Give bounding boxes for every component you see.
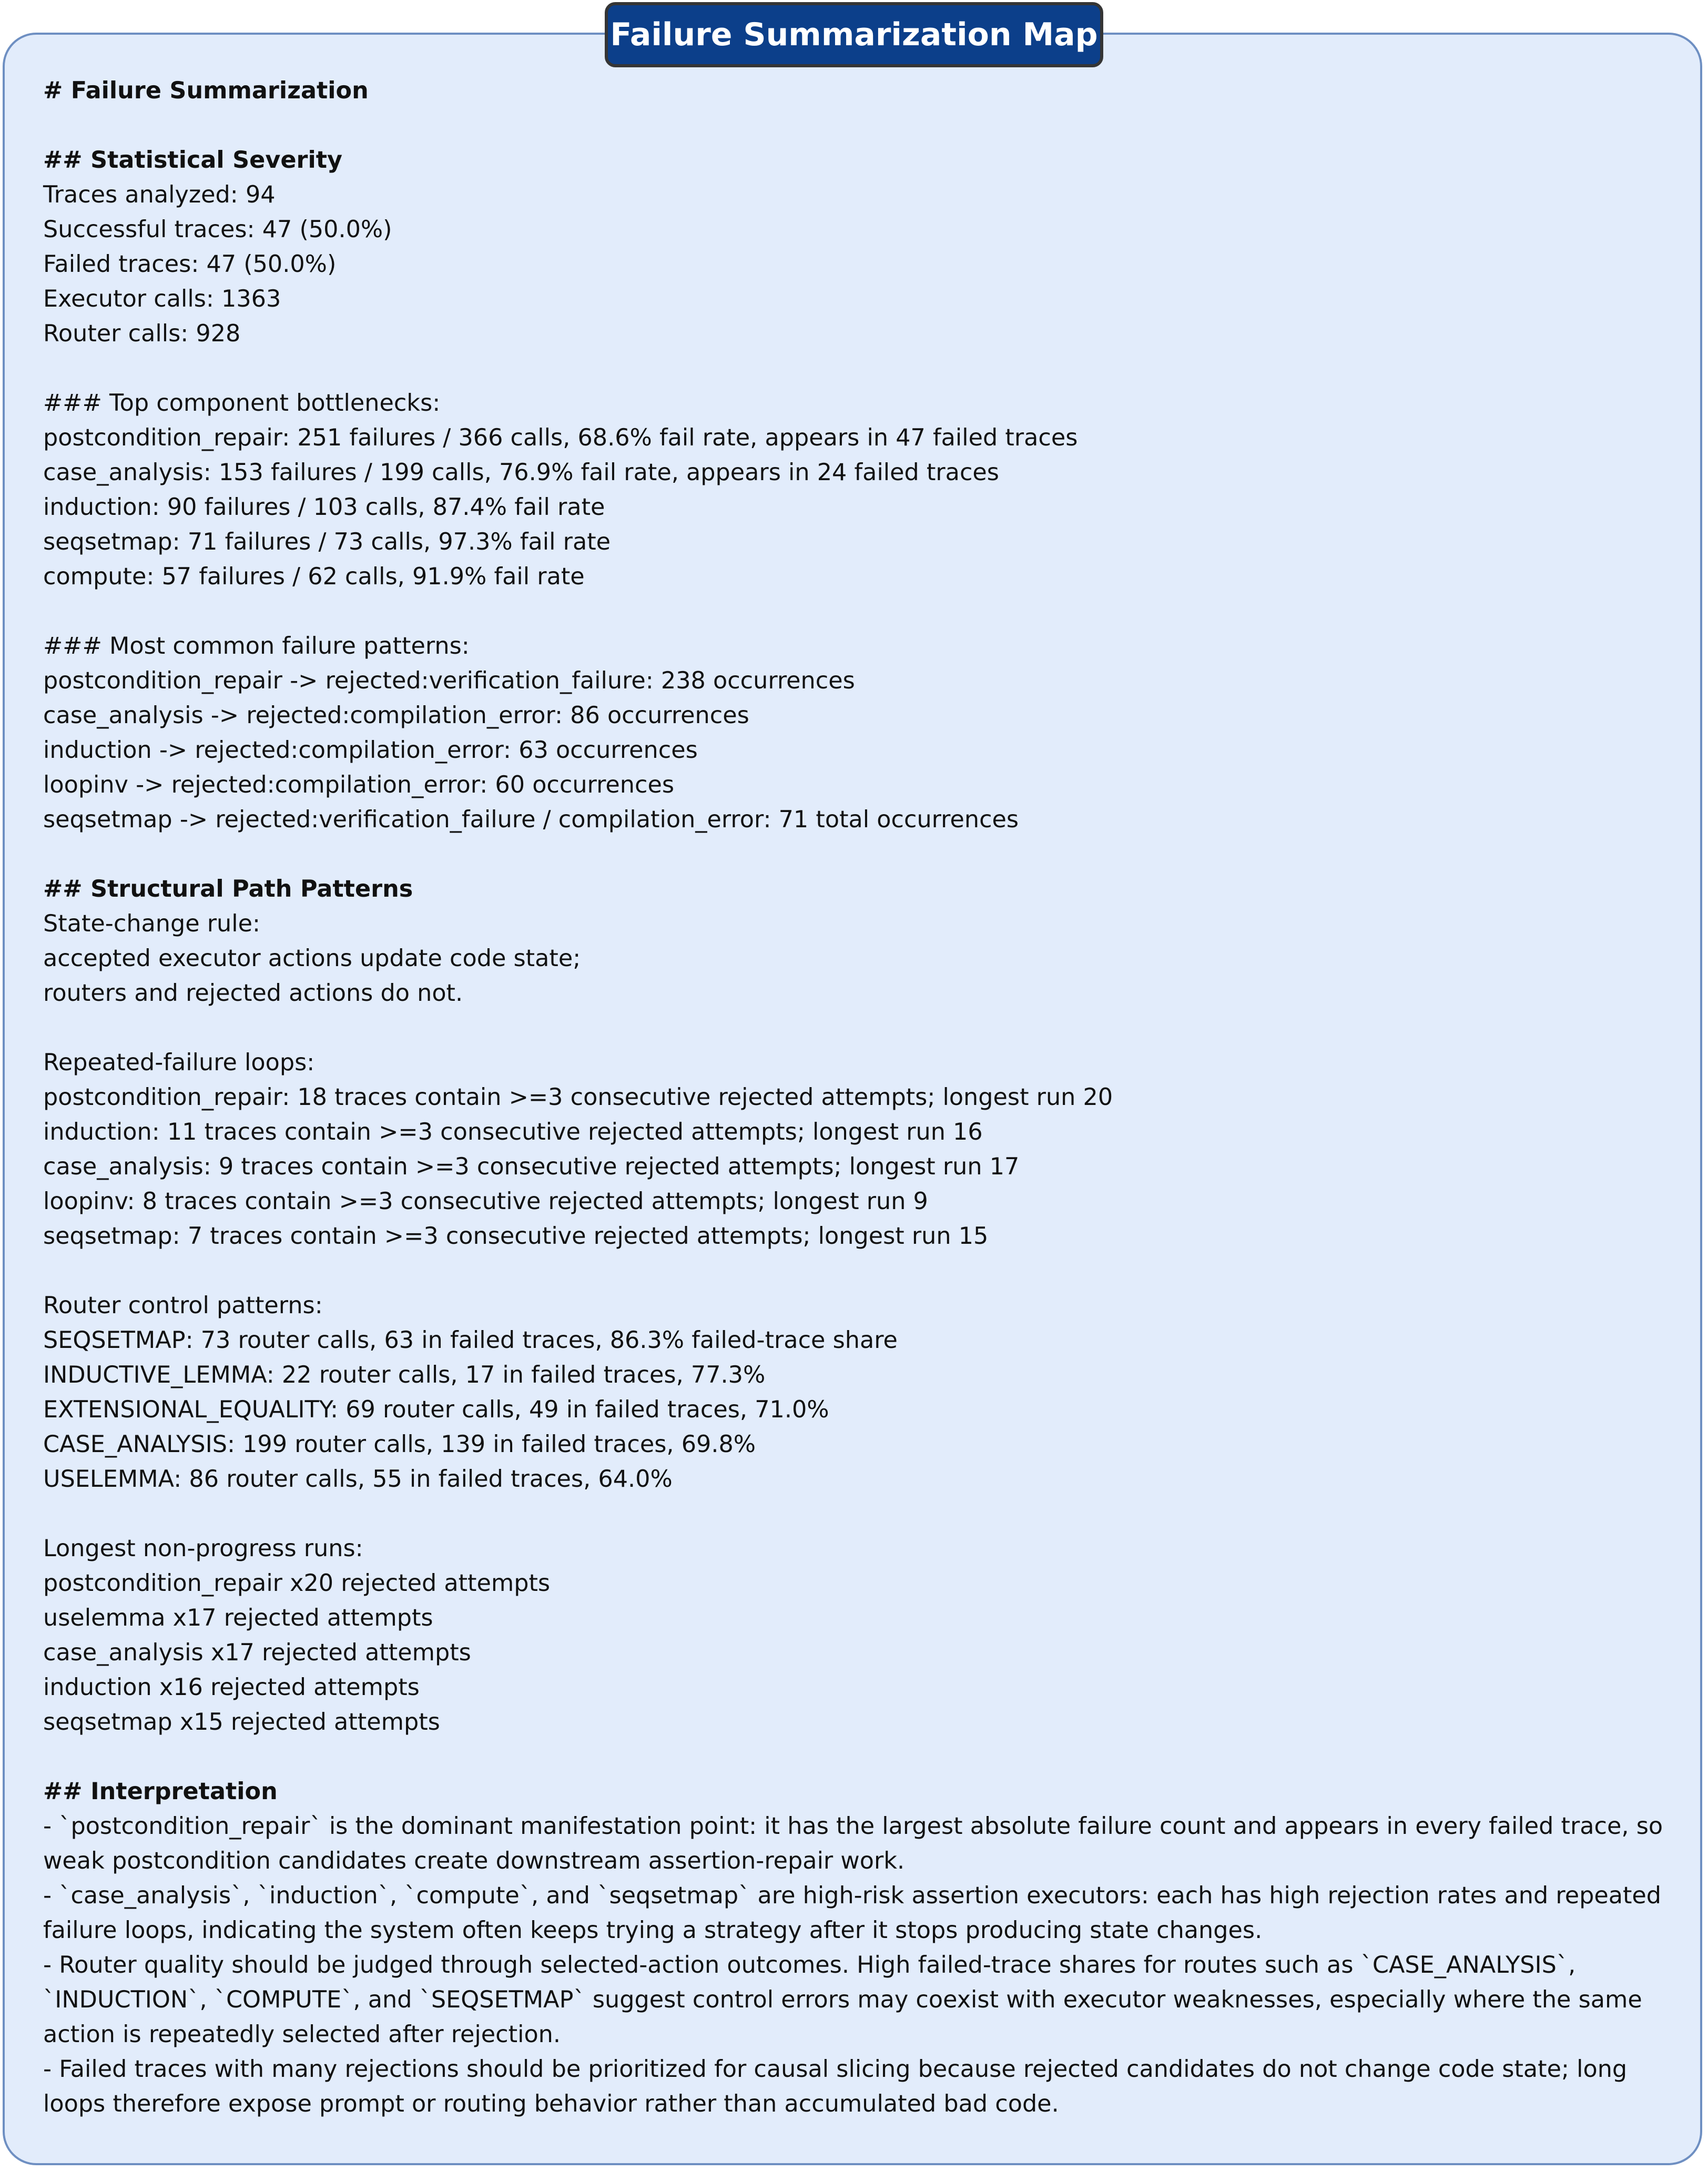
loop-line: case_analysis: 9 traces contain >=3 consecutive rejected attempts; longest run 17 bbox=[43, 1153, 1020, 1180]
loop-line: seqsetmap: 7 traces contain >=3 consecutive rejected attempts; longest run 15 bbox=[43, 1223, 989, 1250]
bottleneck-line: postcondition_repair: 251 failures / 366 calls, 68.6% fail rate, appears in 47 failed traces bbox=[43, 424, 1078, 451]
router-line: SEQSETMAP: 73 router calls, 63 in failed traces, 86.3% failed-trace share bbox=[43, 1327, 898, 1354]
interpretation-bullet: - Failed traces with many rejections should be prioritized for causal slicing because rejected candidates do not change code state; long loops therefore expose prompt or routing behavior rather than accumulated bad code. bbox=[43, 2056, 1628, 2117]
state-rule-line: State-change rule: bbox=[43, 910, 260, 937]
loop-line: postcondition_repair: 18 traces contain >=3 consecutive rejected attempts; longest run 20 bbox=[43, 1084, 1113, 1111]
state-rule-line: routers and rejected actions do not. bbox=[43, 980, 463, 1007]
loop-line: induction: 11 traces contain >=3 consecutive rejected attempts; longest run 16 bbox=[43, 1119, 983, 1145]
run-line: seqsetmap x15 rejected attempts bbox=[43, 1709, 440, 1736]
interpretation-heading: ## Interpretation bbox=[43, 1778, 278, 1805]
failure-pattern-line: postcondition_repair -> rejected:verification_failure: 238 occurrences bbox=[43, 667, 855, 694]
bottleneck-line: compute: 57 failures / 62 calls, 91.9% fail rate bbox=[43, 563, 585, 590]
runs-heading: Longest non-progress runs: bbox=[43, 1535, 363, 1562]
loop-line: loopinv: 8 traces contain >=3 consecutive rejected attempts; longest run 9 bbox=[43, 1188, 928, 1215]
failure-pattern-line: induction -> rejected:compilation_error: 63 occurrences bbox=[43, 737, 698, 764]
bottleneck-line: case_analysis: 153 failures / 199 calls, 76.9% fail rate, appears in 24 failed traces bbox=[43, 459, 999, 486]
router-line: INDUCTIVE_LEMMA: 22 router calls, 17 in failed traces, 77.3% bbox=[43, 1362, 766, 1388]
map-title: Failure Summarization Map bbox=[605, 2, 1103, 67]
structural-patterns-heading: ## Structural Path Patterns bbox=[43, 876, 413, 902]
document-heading: # Failure Summarization bbox=[43, 77, 369, 104]
router-patterns-heading: Router control patterns: bbox=[43, 1292, 323, 1319]
interpretation-bullet: - Router quality should be judged through selected-action outcomes. High failed-trace shares for routes such as `CASE_ANALYSIS`, `INDUCTION`, `COMPUTE`, and `SEQSETMAP` suggest control errors may coexist with executor weaknesses, especially where the same action is repeatedly selected after rejection. bbox=[43, 1952, 1642, 2048]
loops-heading: Repeated-failure loops: bbox=[43, 1049, 315, 1076]
router-line: EXTENSIONAL_EQUALITY: 69 router calls, 49 in failed traces, 71.0% bbox=[43, 1396, 829, 1423]
run-line: case_analysis x17 rejected attempts bbox=[43, 1639, 471, 1666]
failure-pattern-line: seqsetmap -> rejected:verification_failure / compilation_error: 71 total occurrences bbox=[43, 806, 1019, 833]
run-line: induction x16 rejected attempts bbox=[43, 1674, 420, 1701]
router-line: CASE_ANALYSIS: 199 router calls, 139 in failed traces, 69.8% bbox=[43, 1431, 756, 1458]
stat-line: Router calls: 928 bbox=[43, 320, 241, 347]
stat-line: Executor calls: 1363 bbox=[43, 286, 281, 312]
bottleneck-line: seqsetmap: 71 failures / 73 calls, 97.3% fail rate bbox=[43, 529, 611, 555]
stat-line: Failed traces: 47 (50.0%) bbox=[43, 251, 337, 278]
stat-line: Traces analyzed: 94 bbox=[43, 181, 276, 208]
bottlenecks-heading: ### Top component bottlenecks: bbox=[43, 390, 441, 417]
state-rule-line: accepted executor actions update code state; bbox=[43, 945, 581, 972]
statistical-severity-heading: ## Statistical Severity bbox=[43, 147, 343, 174]
router-line: USELEMMA: 86 router calls, 55 in failed traces, 64.0% bbox=[43, 1466, 673, 1493]
stat-line: Successful traces: 47 (50.0%) bbox=[43, 216, 392, 243]
interpretation-bullet: - `postcondition_repair` is the dominant manifestation point: it has the largest absolute failure count and appears in every failed trace, so weak postcondition candidates create downstream assertion-repair work. bbox=[43, 1813, 1663, 1874]
run-line: uselemma x17 rejected attempts bbox=[43, 1605, 433, 1631]
bottleneck-line: induction: 90 failures / 103 calls, 87.4% fail rate bbox=[43, 494, 605, 521]
failure-patterns-heading: ### Most common failure patterns: bbox=[43, 633, 470, 660]
run-line: postcondition_repair x20 rejected attempts bbox=[43, 1570, 551, 1597]
failure-pattern-line: case_analysis -> rejected:compilation_error: 86 occurrences bbox=[43, 702, 749, 729]
interpretation-bullet: - `case_analysis`, `induction`, `compute`, and `seqsetmap` are high-risk assertion executors: each has high rejection rates and repeated failure loops, indicating the system often keeps trying a strategy after it stops producing state changes. bbox=[43, 1882, 1662, 1944]
failure-pattern-line: loopinv -> rejected:compilation_error: 60 occurrences bbox=[43, 772, 675, 798]
summary-content bbox=[43, 74, 1668, 2122]
